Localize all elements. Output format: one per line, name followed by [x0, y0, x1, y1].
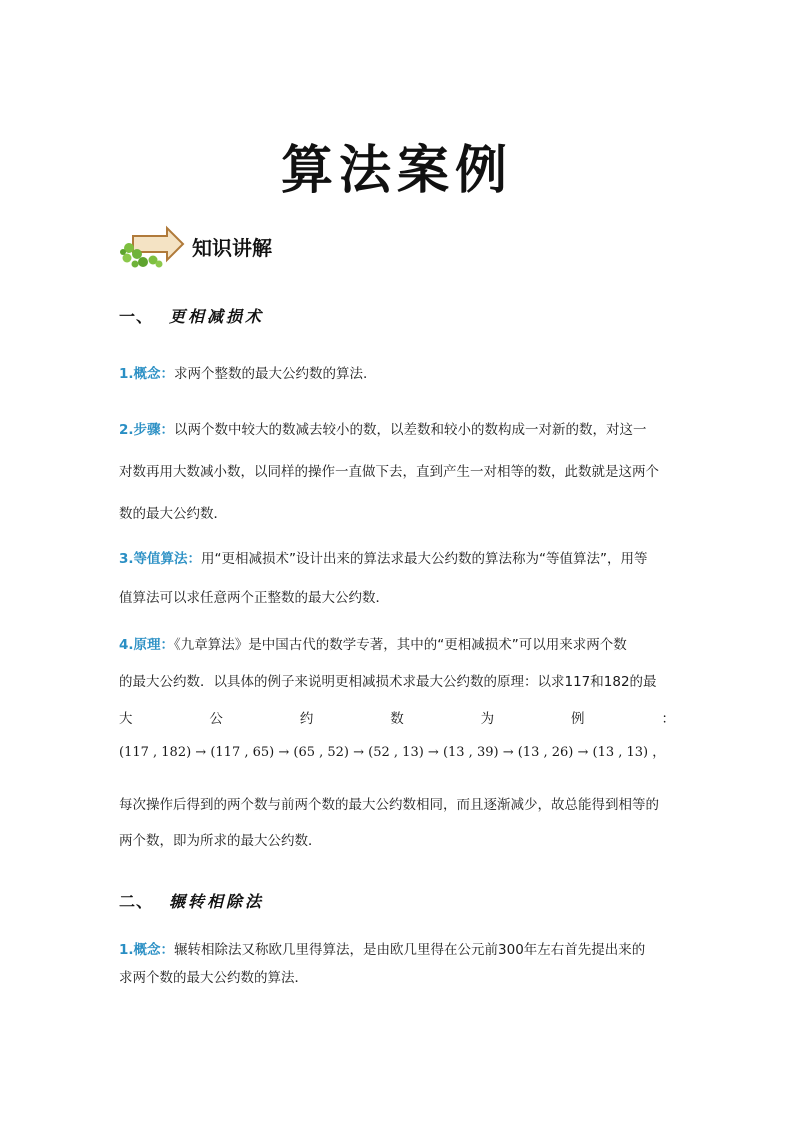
equal-algo-text-1: 用“更相减损术”设计出来的算法求最大公约数的算法称为“等值算法”，用等: [201, 551, 648, 567]
equal-algo-label: 3.等值算法：: [119, 551, 202, 567]
section2-concept-text-1: 辗转相除法又称欧几里得算法，是由欧几里得在公元前300年左右首先提出来的: [174, 942, 646, 958]
section2-concept-line-2: 求两个数的最大公约数的算法．: [119, 970, 308, 986]
sequence-formula: (117 , 182) → (117 , 65) → (65 , 52) → (52 , 13) → (13 , 39) → (13 , 26) → (13 , 13) ，: [119, 745, 666, 760]
spread-char: 公: [209, 711, 223, 727]
section2-title: 辗转相除法: [169, 892, 265, 911]
spread-char: 例: [571, 711, 585, 727]
principle-line-2: 的最大公约数．以具体的例子来说明更相减损术求最大公约数的原理：以求117和182的最: [119, 674, 657, 690]
spread-char: 约: [299, 711, 314, 727]
concept-paragraph: [119, 362, 675, 382]
section1-heading: [119, 304, 264, 327]
knowledge-banner: [119, 224, 419, 270]
principle-text-1: 《九章算法》是中国古代的数学专著，其中的“更相减损术”可以用来求两个数: [174, 637, 627, 653]
section2-concept-label: 1.概念：: [119, 942, 175, 958]
section2-heading: [119, 889, 264, 912]
spread-char: ：: [661, 711, 675, 727]
clover-arrow-icon: [119, 224, 187, 270]
principle-label: 4.原理：: [119, 637, 175, 653]
section1-title: 更相减损术: [169, 307, 265, 326]
equal-algo-line-1: [119, 547, 675, 567]
page-title: 算法案例: [280, 140, 513, 201]
steps-text-1: 以两个数中较大的数减去较小的数，以差数和较小的数构成一对新的数，对这一: [174, 422, 647, 438]
concept-text: 求两个整数的最大公约数的算法.: [174, 366, 368, 382]
principle-line-3: [119, 707, 675, 727]
principle-line-1: [119, 633, 675, 653]
principle-line-4: 每次操作后得到的两个数与前两个数的最大公约数相同，而且逐渐减少，故总能得到相等的: [119, 797, 659, 813]
steps-line-2: 对数再用大数减小数，以同样的操作一直做下去，直到产生一对相等的数，此数就是这两个: [119, 464, 659, 480]
spread-char: 大: [119, 711, 133, 727]
steps-line-1: [119, 418, 675, 438]
steps-label: 2.步骤：: [119, 422, 175, 438]
section2-concept-line-1: [119, 938, 675, 958]
section2-number: 二、: [119, 892, 154, 911]
spread-char: 为: [480, 711, 495, 727]
concept-label: 1.概念：: [119, 366, 175, 382]
spread-char: 数: [390, 711, 404, 727]
principle-line-5: 两个数，即为所求的最大公约数．: [119, 833, 322, 849]
section1-number: 一、: [119, 307, 154, 326]
banner-label: 知识讲解: [192, 236, 272, 260]
equal-algo-line-2: 值算法可以求任意两个正整数的最大公约数．: [119, 590, 389, 606]
steps-line-3: 数的最大公约数．: [119, 506, 227, 522]
